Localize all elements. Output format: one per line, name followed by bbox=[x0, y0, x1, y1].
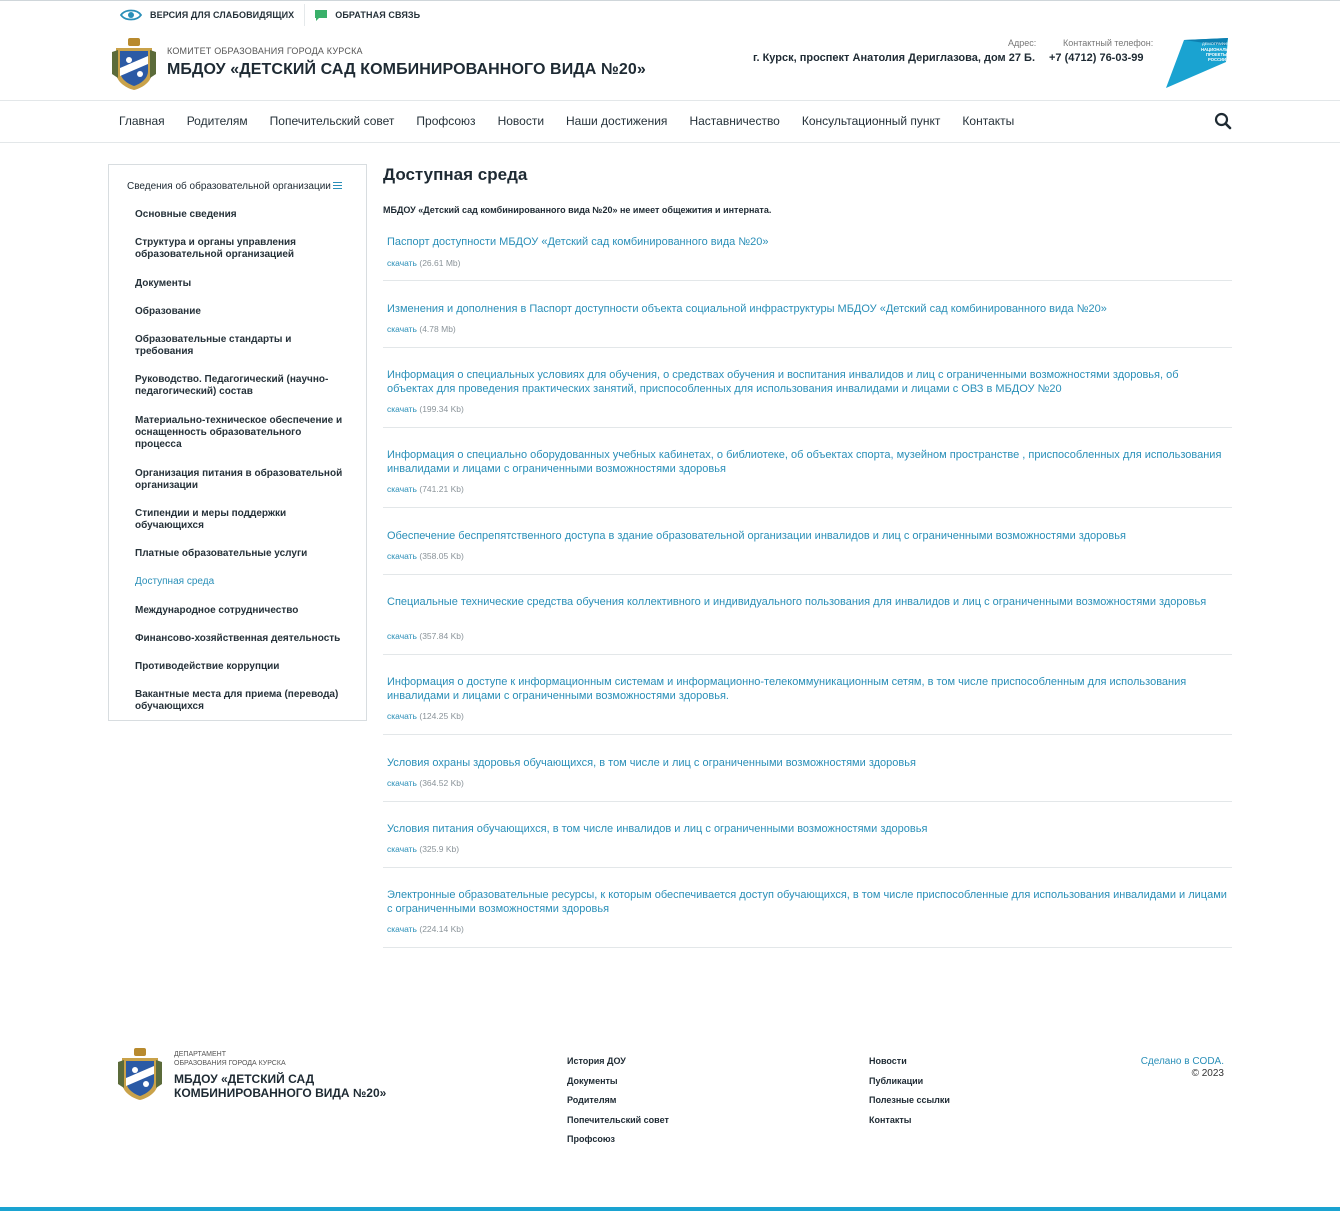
nav-item-mentoring[interactable]: Наставничество bbox=[689, 114, 780, 128]
footer-coat-of-arms-logo[interactable] bbox=[118, 1048, 162, 1100]
sidebar-item-vacancies[interactable]: Вакантные места для приема (перевода) обучающихся bbox=[135, 689, 339, 712]
footer-link-useful-links[interactable]: Полезные ссылки bbox=[869, 1095, 950, 1105]
low-vision-label: ВЕРСИЯ ДЛЯ СЛАБОВИДЯЩИХ bbox=[150, 10, 295, 20]
chat-bubble-icon bbox=[315, 10, 327, 21]
file-size: (4.78 Mb) bbox=[419, 324, 456, 334]
document-link[interactable]: Информация о доступе к информационным системам и информационно-телекоммуникационным сетям, в том числе приспособленным для использования инвалидами и лицами с ограниченными возможностями здоровья. bbox=[387, 676, 1187, 702]
nav-item-parents[interactable]: Родителям bbox=[186, 114, 248, 128]
document-item bbox=[383, 235, 1232, 281]
document-item bbox=[383, 595, 1232, 655]
nav-item-home[interactable]: Главная bbox=[119, 114, 165, 128]
nav-item-union[interactable]: Профсоюз bbox=[416, 114, 476, 128]
document-download bbox=[387, 484, 464, 494]
org-parent-name: КОМИТЕТ ОБРАЗОВАНИЯ ГОРОДА КУРСКА bbox=[167, 46, 363, 56]
nav-item-board[interactable]: Попечительский совет bbox=[269, 114, 395, 128]
document-download bbox=[387, 404, 464, 414]
footer-link-contacts[interactable]: Контакты bbox=[869, 1115, 912, 1125]
download-link[interactable]: скачать bbox=[387, 258, 417, 268]
low-vision-link[interactable] bbox=[110, 4, 304, 26]
feedback-label: ОБРАТНАЯ СВЯЗЬ bbox=[335, 10, 421, 20]
document-item bbox=[383, 675, 1232, 735]
address-value: г. Курск, проспект Анатолия Дериглазова, дом 27 Б. bbox=[753, 52, 1035, 64]
file-size: (358.05 Kb) bbox=[419, 551, 464, 561]
footer-link-history[interactable]: История ДОУ bbox=[567, 1056, 626, 1066]
intro-text: МБДОУ «Детский сад комбинированного вида №20» не имеет общежития и интерната. bbox=[383, 205, 772, 215]
national-projects-logo[interactable] bbox=[1164, 36, 1239, 90]
sidebar-item-accessible-environment[interactable]: Доступная среда bbox=[135, 576, 215, 587]
svg-text:ДЕМОГРАФИЯ: ДЕМОГРАФИЯ bbox=[1202, 41, 1230, 46]
file-size: (325.9 Kb) bbox=[419, 844, 460, 854]
sidebar-item-structure[interactable]: Структура и органы управления образовательной организацией bbox=[135, 237, 297, 260]
document-download bbox=[387, 258, 460, 268]
document-item bbox=[383, 756, 1232, 802]
sidebar-item-facilities[interactable]: Материально-техническое обеспечение и оснащенность образовательного процесса bbox=[135, 415, 343, 450]
download-link[interactable]: скачать bbox=[387, 778, 417, 788]
download-link[interactable]: скачать bbox=[387, 844, 417, 854]
sidebar-item-staff[interactable]: Руководство. Педагогический (научно-педагогический) состав bbox=[135, 374, 329, 397]
document-download bbox=[387, 631, 464, 641]
document-link[interactable]: Специальные технические средства обучения коллективного и индивидуального пользования для инвалидов и лиц с ограниченными возможностями здоровья bbox=[387, 596, 1207, 608]
document-item bbox=[383, 888, 1232, 948]
sidebar bbox=[108, 164, 367, 721]
utility-bar bbox=[110, 4, 430, 26]
footer-link-board[interactable]: Попечительский совет bbox=[567, 1115, 669, 1125]
file-size: (26.61 Mb) bbox=[419, 258, 461, 268]
document-item bbox=[383, 529, 1232, 575]
address-label: Адрес: bbox=[1008, 38, 1037, 48]
document-download bbox=[387, 924, 464, 934]
phone-value[interactable]: +7 (4712) 76-03-99 bbox=[1049, 52, 1144, 64]
download-link[interactable]: скачать bbox=[387, 484, 417, 494]
sidebar-item-paid-services[interactable]: Платные образовательные услуги bbox=[135, 548, 308, 559]
download-link[interactable]: скачать bbox=[387, 324, 417, 334]
file-size: (224.14 Kb) bbox=[419, 924, 464, 934]
document-item bbox=[383, 448, 1232, 508]
document-download bbox=[387, 324, 456, 334]
sidebar-item-scholarships[interactable]: Стипендии и меры поддержки обучающихся bbox=[135, 508, 287, 531]
nav-item-news[interactable]: Новости bbox=[497, 114, 545, 128]
search-icon[interactable] bbox=[1214, 112, 1232, 130]
top-border bbox=[0, 0, 1340, 1]
hamburger-icon bbox=[333, 181, 342, 192]
feedback-link[interactable] bbox=[305, 4, 430, 26]
document-download bbox=[387, 844, 459, 854]
sidebar-heading[interactable] bbox=[127, 181, 342, 192]
sidebar-item-international[interactable]: Международное сотрудничество bbox=[135, 605, 299, 616]
sidebar-item-standards[interactable]: Образовательные стандарты и требования bbox=[135, 334, 292, 357]
svg-text:НАЦИОНАЛЬНЫЕ: НАЦИОНАЛЬНЫЕ bbox=[1201, 47, 1239, 52]
footer-link-union[interactable]: Профсоюз bbox=[567, 1134, 616, 1144]
sidebar-heading-label: Сведения об образовательной организации bbox=[127, 181, 331, 192]
document-item bbox=[383, 368, 1232, 428]
sidebar-item-basic-info[interactable]: Основные сведения bbox=[135, 209, 237, 220]
footer-link-publications[interactable]: Публикации bbox=[869, 1076, 924, 1086]
sidebar-item-finance[interactable]: Финансово-хозяйственная деятельность bbox=[135, 633, 341, 644]
main-nav bbox=[110, 101, 1025, 141]
document-link[interactable]: Информация о специально оборудованных учебных кабинетах, о библиотеке, об объектах спорта, музейном пространстве , приспособленных для использования инвалидами и лицами с ограниченными возможностями здоровья bbox=[387, 449, 1222, 475]
file-size: (364.52 Kb) bbox=[419, 778, 464, 788]
download-link[interactable]: скачать bbox=[387, 404, 417, 414]
nav-divider bbox=[0, 142, 1340, 143]
nav-item-achievements[interactable]: Наши достижения bbox=[566, 114, 668, 128]
file-size: (741.21 Kb) bbox=[419, 484, 464, 494]
org-title[interactable]: МБДОУ «ДЕТСКИЙ САД КОМБИНИРОВАННОГО ВИДА №20» bbox=[167, 61, 646, 78]
document-link[interactable]: Условия питания обучающихся, в том числе инвалидов и лиц с ограниченными возможностями здоровья bbox=[387, 823, 928, 835]
made-by-link[interactable]: Сделано в CODA. bbox=[1140, 1056, 1224, 1067]
file-size: (124.25 Kb) bbox=[419, 711, 464, 721]
bottom-accent-bar bbox=[0, 1207, 1340, 1211]
file-size: (199.34 Kb) bbox=[419, 404, 464, 414]
document-download bbox=[387, 778, 464, 788]
svg-text:РОССИИ: РОССИИ bbox=[1208, 57, 1227, 62]
nav-item-consulting[interactable]: Консультационный пункт bbox=[801, 114, 941, 128]
svg-text:ПРОЕКТЫ: ПРОЕКТЫ bbox=[1206, 52, 1228, 57]
document-item bbox=[383, 822, 1232, 868]
sidebar-item-anticorruption[interactable]: Противодействие коррупции bbox=[135, 661, 280, 672]
coat-of-arms-logo[interactable] bbox=[112, 38, 156, 90]
nav-item-contacts[interactable]: Контакты bbox=[962, 114, 1015, 128]
document-link[interactable]: Паспорт доступности МБДОУ «Детский сад комбинированного вида №20» bbox=[387, 236, 769, 248]
eye-icon bbox=[120, 9, 142, 21]
file-size: (357.84 Kb) bbox=[419, 631, 464, 641]
document-link[interactable]: Обеспечение беспрепятственного доступа в здание образовательной организации инвалидов и лиц с ограниченными возможностями здоровья bbox=[387, 530, 1126, 542]
document-link[interactable]: Информация о специальных условиях для обучения, о средствах обучения и воспитания инвалидов и лиц с ограниченными возможностями здоровья, об объектах для проведения практических занятий, приспособленных для использования инвалидами и лицами с ОВЗ в МБДОУ №20 bbox=[387, 369, 1179, 395]
sidebar-item-documents[interactable]: Документы bbox=[135, 278, 192, 289]
document-link[interactable]: Изменения и дополнения в Паспорт доступности объекта социальной инфраструктуры МБДОУ «Детский сад комбинированного вида №20» bbox=[387, 303, 1107, 315]
footer-link-parents[interactable]: Родителям bbox=[567, 1095, 617, 1105]
download-link[interactable]: скачать bbox=[387, 924, 417, 934]
document-link[interactable]: Электронные образовательные ресурсы, к которым обеспечивается доступ обучающихся, в том числе приспособленные для использования инвалидами и лицами с ограниченными возможностями здоровья bbox=[387, 889, 1227, 915]
footer-link-documents[interactable]: Документы bbox=[567, 1076, 618, 1086]
footer-org-title: МБДОУ «ДЕТСКИЙ САД КОМБИНИРОВАННОГО ВИДА №20» bbox=[174, 1072, 387, 1100]
phone-label: Контактный телефон: bbox=[1063, 38, 1154, 48]
document-download bbox=[387, 551, 464, 561]
page-title: Доступная среда bbox=[383, 165, 528, 184]
footer-link-news[interactable]: Новости bbox=[869, 1056, 907, 1066]
footer-org-parent bbox=[174, 1050, 286, 1068]
copyright: © 2023 bbox=[1191, 1068, 1224, 1079]
download-link[interactable]: скачать bbox=[387, 631, 417, 641]
footer-org-parent-line1: ДЕПАРТАМЕНТ bbox=[174, 1051, 227, 1058]
document-item bbox=[383, 302, 1232, 348]
document-link[interactable]: Условия охраны здоровья обучающихся, в том числе и лиц с ограниченными возможностями здоровья bbox=[387, 757, 916, 769]
footer-org-parent-line2: ОБРАЗОВАНИЯ ГОРОДА КУРСКА bbox=[174, 1060, 286, 1067]
sidebar-item-education[interactable]: Образование bbox=[135, 306, 201, 317]
footer-credits bbox=[1141, 1056, 1224, 1080]
download-link[interactable]: скачать bbox=[387, 711, 417, 721]
document-download bbox=[387, 711, 464, 721]
sidebar-item-catering[interactable]: Организация питания в образовательной организации bbox=[135, 468, 343, 491]
download-link[interactable]: скачать bbox=[387, 551, 417, 561]
